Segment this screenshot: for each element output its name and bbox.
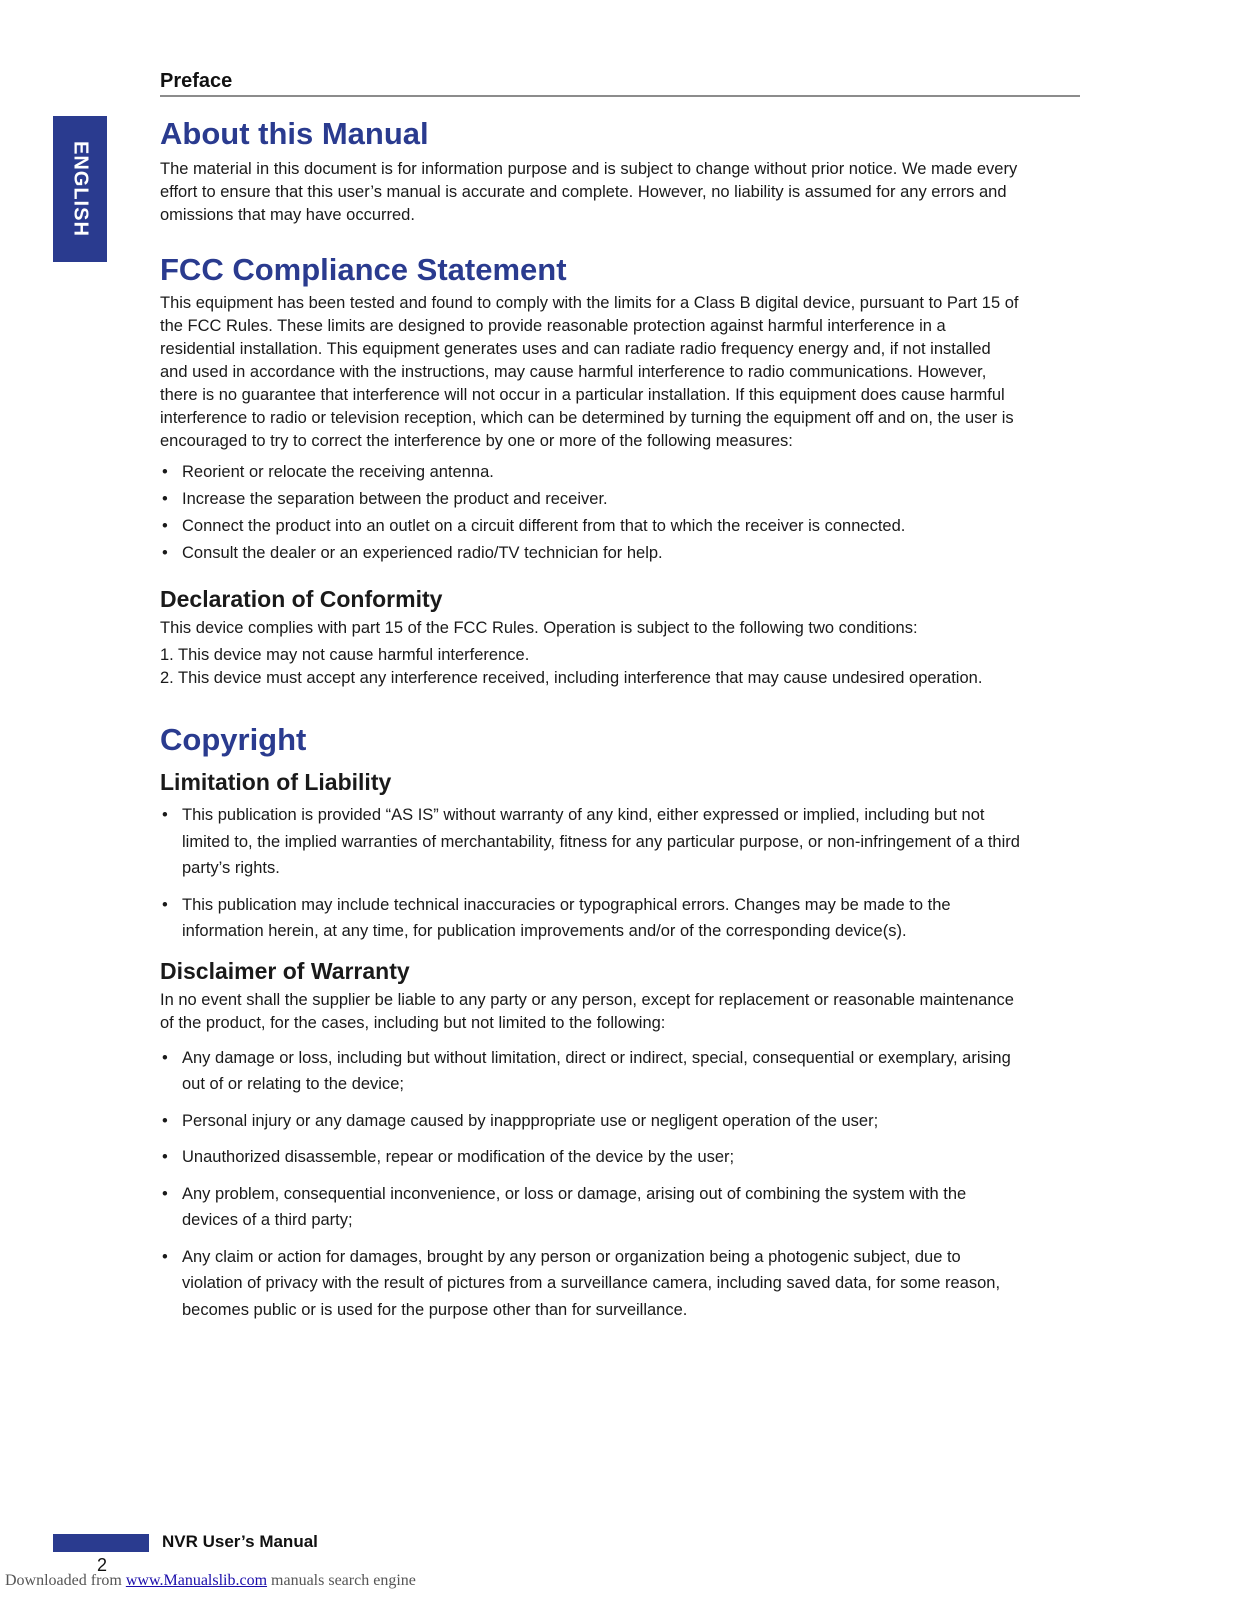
fcc-measures-list [160, 461, 1020, 565]
page-header [160, 70, 1080, 97]
download-credit [5, 1572, 416, 1590]
fcc-heading: FCC Compliance Statement [160, 252, 567, 287]
list-item: • Any damage or loss, including but without limitation, direct or indirect, special, consequential or exemplary, arising out of or relating to the device; [160, 1045, 1020, 1098]
list-item: 1. This device may not cause harmful interference. [160, 646, 530, 664]
conformity-heading: Declaration of Conformity [160, 586, 443, 612]
list-item: • Connect the product into an outlet on a circuit different from that to which the receiver is connected. [160, 515, 1020, 538]
warranty-body: In no event shall the supplier be liable to any party or any person, except for replacement or reasonable maintenance of the product, for the cases, including but not limited to the following: [160, 990, 1014, 1032]
page-content [160, 112, 1020, 1333]
footer-accent-bar [53, 1534, 149, 1552]
download-prefix: Downloaded from [5, 1572, 122, 1589]
download-suffix: manuals search engine [267, 1572, 416, 1589]
conformity-body: This device complies with part 15 of the FCC Rules. Operation is subject to the following two conditions: [160, 619, 918, 637]
list-item: • Increase the separation between the product and receiver. [160, 488, 1020, 511]
manualslib-link[interactable]: www.Manualslib.com [125, 1572, 268, 1589]
list-item: • Unauthorized disassemble, repear or modification of the device by the user; [160, 1144, 1020, 1171]
copyright-heading: Copyright [160, 722, 307, 757]
page-number: 2 [97, 1555, 108, 1575]
footer-title: NVR User’s Manual [162, 1532, 318, 1551]
liability-heading: Limitation of Liability [160, 769, 392, 795]
list-item: • Consult the dealer or an experienced radio/TV technician for help. [160, 542, 1020, 565]
liability-list [160, 802, 1020, 945]
list-item: • This publication is provided “AS IS” without warranty of any kind, either expressed or implied, including but not limited to, the implied warranties of merchantability, fitness for any particular purpose, or non-infringement of a third party’s rights. [160, 802, 1020, 882]
list-item: • Personal injury or any damage caused by inapppropriate use or negligent operation of the user; [160, 1108, 1020, 1135]
list-item: • Any claim or action for damages, brought by any person or organization being a photogenic subject, due to violation of privacy with the result of pictures from a surveillance camera, including saved data, for some reason, becomes public or is used for the purpose other than for surveillance. [160, 1244, 1020, 1324]
fcc-body: This equipment has been tested and found to comply with the limits for a Class B digital device, pursuant to Part 15 of the FCC Rules. These limits are designed to provide reasonable protection against harmful interference in a residential installation. This equipment generates uses and can radiate radio frequency energy and, if not installed and used in accordance with the instructions, may cause harmful interference to radio communications. However, there is no guarantee that interference will not occur in a particular installation. If this equipment does cause harmful interference to radio or television reception, which can be determined by turning the equipment off and on, the user is encouraged to try to correct the interference by one or more of the following measures: [160, 294, 1019, 450]
language-tab [53, 116, 107, 262]
warranty-heading: Disclaimer of Warranty [160, 957, 410, 984]
conformity-conditions-list [160, 644, 1020, 690]
list-item: • Reorient or relocate the receiving antenna. [160, 461, 1020, 484]
warranty-list [160, 1045, 1020, 1324]
section-title: Preface [160, 70, 233, 92]
language-tab-label: ENGLISH [69, 141, 92, 237]
list-item: • This publication may include technical inaccuracies or typographical errors. Changes may be made to the information herein, at any time, for publication improvements and/or of the corresponding device(s). [160, 892, 1020, 945]
list-item: • Any problem, consequential inconvenience, or loss or damage, arising out of combining the system with the devices of a third party; [160, 1181, 1020, 1234]
about-body: The material in this document is for information purpose and is subject to change without prior notice. We made every effort to ensure that this user’s manual is accurate and complete. However, no liability is assumed for any errors and omissions that may have occurred. [160, 160, 1018, 224]
list-item: 2. This device must accept any interference received, including interference that may cause undesired operation. [160, 669, 983, 687]
about-heading: About this Manual [160, 116, 429, 151]
